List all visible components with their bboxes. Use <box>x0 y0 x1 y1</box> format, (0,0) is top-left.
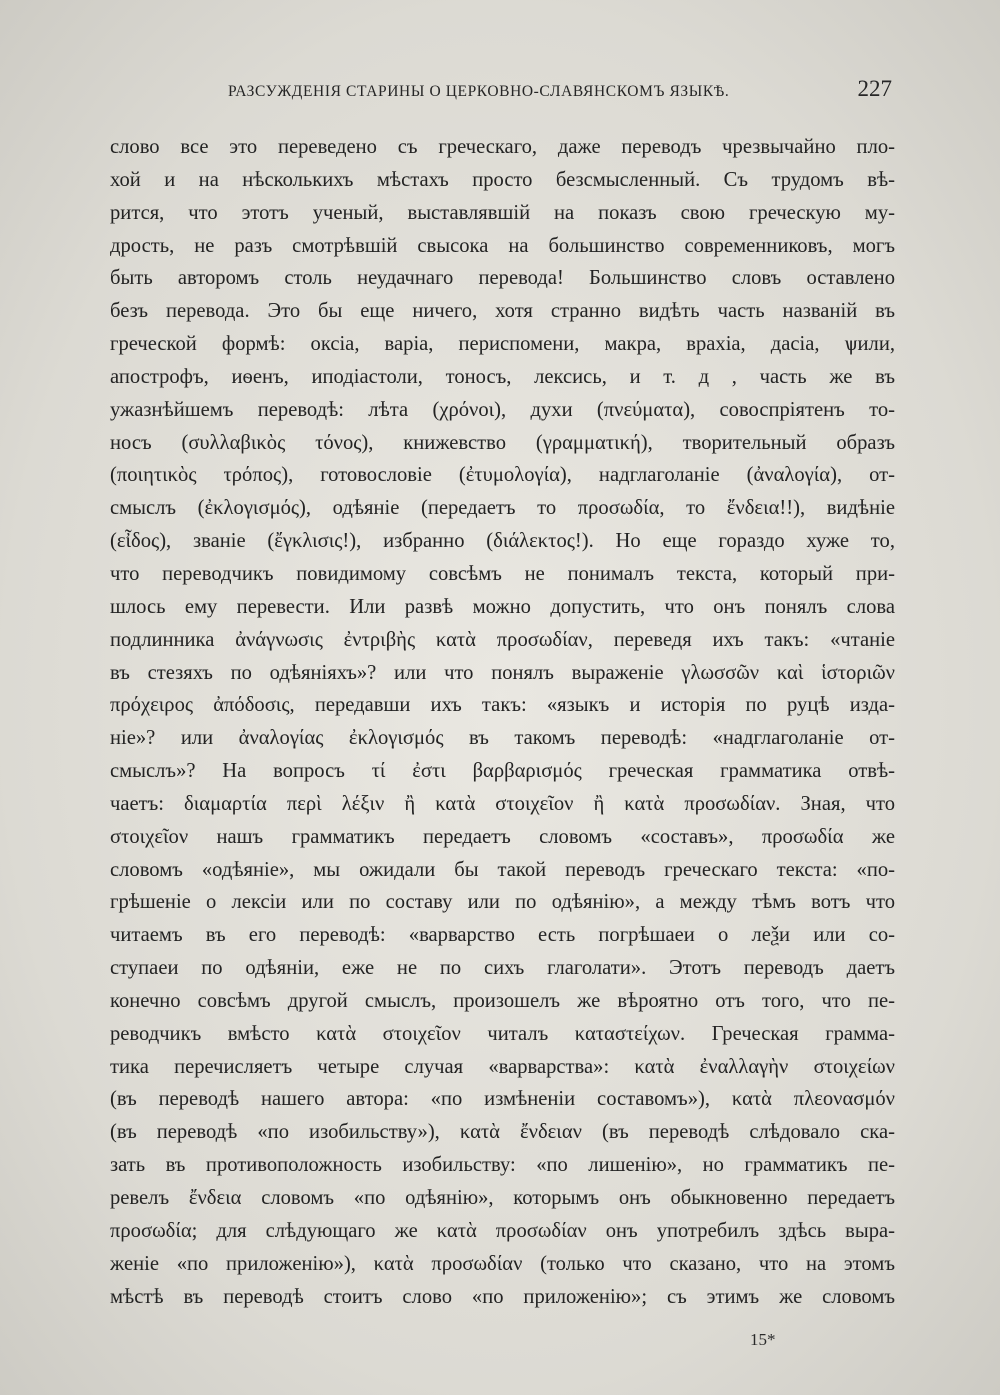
text-line: ніе»? или ἀναλογίας ἐκλογισμός въ такомъ переводѣ: «надглаголаніе от- <box>110 727 895 750</box>
text-line: въ стезяхъ по одѣяніяхъ»? или что понялъ выраженіе γλωσσῶν καὶ ἱστοριῶν <box>110 661 895 684</box>
text-line: шлось ему перевести. Или развѣ можно допустить, что онъ понялъ слова <box>110 595 895 618</box>
page-header <box>110 78 895 104</box>
text-line: смыслъ (ἐκλογισμός), одѣяніе (передаетъ то προσωδία, то ἔνδεια!!), видѣніе <box>110 497 895 520</box>
signature-mark: 15* <box>750 1330 776 1349</box>
text-line: рится, что этотъ ученый, выставлявшій на показъ свою греческую му- <box>110 201 895 224</box>
text-line: реводчикъ вмѣсто κατὰ στοιχεῖον читалъ καταστείχων. Греческая грамма- <box>110 1022 895 1045</box>
text-line: (εἶδος), званіе (ἔγκλισις!), избранно (διάλεκτος!). Но еще гораздо хуже то, <box>110 530 895 553</box>
text-line: апострофъ, иѳенъ, иподіастоли, тоносъ, лексись, и т. д , часть же въ <box>110 365 895 388</box>
text-line: προσωδία; для слѣдующаго же κατὰ προσωδίαν онъ употребилъ здѣсь выра- <box>110 1219 895 1242</box>
text-line: подлинника ἀνάγνωσις ἐντριβὴς κατὰ προσωδίαν, переведя ихъ такъ: «чтаніе <box>110 628 895 651</box>
text-line: слово все это переведено съ греческаго, даже переводъ чрезвычайно пло- <box>110 136 895 158</box>
text-line: греческой формѣ: оксіа, варіа, периспомени, макра, врахіа, дасіа, ѱили, <box>110 333 895 356</box>
text-line: читаемъ въ его переводѣ: «варварство есть погрѣшаеи о лeѯи или со- <box>110 924 895 947</box>
text-line: носъ (συλλαβικὸς τόνος), книжевство (γραμματική), творительный образъ <box>110 431 895 454</box>
text-line: мѣстѣ въ переводѣ стоитъ слово «по приложенію»; съ этимъ же словомъ <box>110 1285 895 1308</box>
text-line: тика перечисляетъ четыре случая «варварства»: κατὰ ἐναλλαγὴν στοιχείων <box>110 1055 895 1078</box>
text-line: безъ перевода. Это бы еще ничего, хотя странно видѣть часть названій въ <box>110 300 895 323</box>
text-line: женіе «по приложенію»), κατὰ προσωδίαν (только что сказано, что на этомъ <box>110 1252 895 1275</box>
text-line: смыслъ»? На вопросъ τί ἐστι βαρβαρισμός греческая грамматика отвѣ- <box>110 760 895 783</box>
text-line: ужазнѣйшемъ переводѣ: лѣта (χρόνοι), духи (πνεύματα), совоспріятенъ то- <box>110 398 895 421</box>
text-line: хой и на нѣсколькихъ мѣстахъ просто безсмысленный. Съ трудомъ вѣ- <box>110 168 895 191</box>
text-line: чаетъ: διαμαρτία περὶ λέξιν ἢ κατὰ στοιχεῖον ἢ κατὰ προσωδίαν. Зная, что <box>110 792 895 815</box>
text-line: (въ переводѣ «по изобильству»), κατὰ ἔνδειαν (въ переводѣ слѣдовало ска- <box>110 1121 895 1144</box>
text-line: конечно совсѣмъ другой смыслъ, произошелъ же вѣроятно отъ того, что пе- <box>110 989 895 1012</box>
text-line: ревелъ ἔνδεια словомъ «по одѣянію», которымъ онъ обыкновенно передаетъ <box>110 1187 895 1209</box>
text-line: что переводчикъ повидимому совсѣмъ не понималъ текста, который при- <box>110 562 895 585</box>
running-title: РАЗСУЖДЕНІЯ СТАРИНЫ О ЦЕРКОВНО-СЛАВЯНСКОМЪ ЯЗЫКѢ. <box>228 83 730 100</box>
text-line: грѣшеніе о лексіи или по составу или по одѣянію», а между тѣмъ вотъ что <box>110 891 895 914</box>
page-number: 227 <box>857 76 892 101</box>
text-line: словомъ «одѣяніе», мы ожидали бы такой переводъ греческаго текста: «по- <box>110 858 895 881</box>
text-line: зать въ противоположность изобильству: «по лишенію», но грамматикъ пе- <box>110 1154 895 1177</box>
text-line: (въ переводѣ нашего автора: «по измѣненіи составомъ»), κατὰ πλεονασμόν <box>110 1088 895 1111</box>
text-line: дрость, не разъ смотрѣвшій свысока на большинство современниковъ, могъ <box>110 234 895 257</box>
text-line: πρόχειρος ἀπόδοσις, передавши ихъ такъ: «языкъ и исторія по руцѣ изда- <box>110 694 895 717</box>
text-line: быть авторомъ столь неудачнаго перевода! Большинство словъ оставлено <box>110 267 895 290</box>
text-line: (ποιητικὸς τρόπος), готовословіе (ἐτυμολογία), надглаголаніе (ἀναλογία), от- <box>110 464 895 487</box>
text-line: στοιχεῖον нашъ грамматикъ передаетъ словомъ «составъ», προσωδία же <box>110 825 895 848</box>
body-text <box>110 131 895 1313</box>
text-line: ступаеи по одѣяніи, еже не по сихъ глаголати». Этотъ переводъ даетъ <box>110 957 895 980</box>
